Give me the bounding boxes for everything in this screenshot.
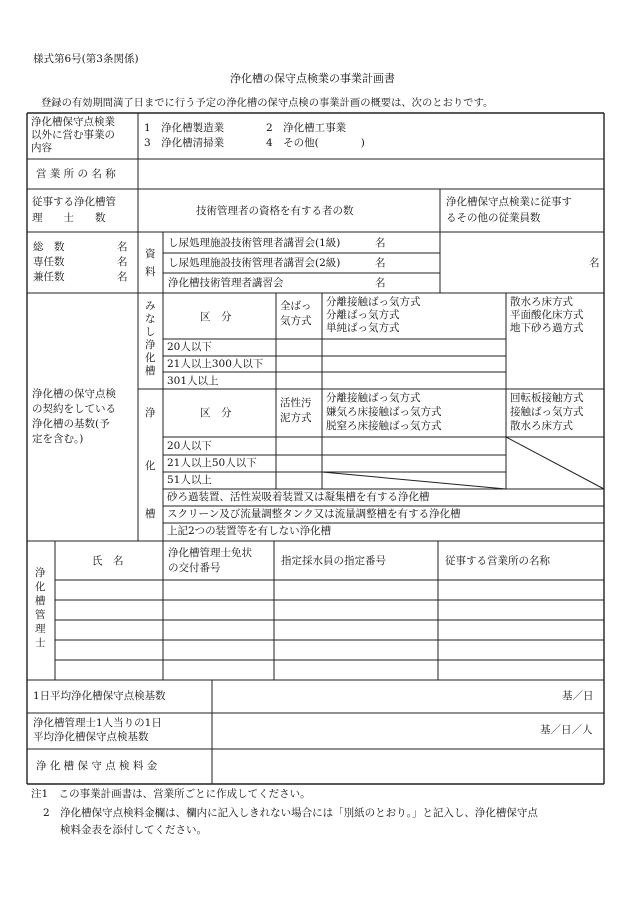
minashi-kubun: 区 分 [200, 311, 232, 323]
minashi-method-2: 分離ばっ気方式 [326, 309, 400, 321]
jokaso-method-r-3: 散水ろ床方式 [510, 420, 573, 432]
per-person-label-2: 平均浄化槽保守点検基数 [33, 731, 149, 743]
minashi-size-3: 301人以上 [167, 375, 219, 387]
other-staff-unit: 名 [589, 257, 600, 269]
total-label: 総 数 [33, 241, 65, 253]
manager-v-3: 槽 [35, 595, 46, 607]
jokaso-size-1: 20人以下 [167, 440, 212, 452]
minashi-size-1: 20人以下 [167, 341, 212, 353]
jokaso-v-3: 槽 [145, 508, 156, 520]
minashi-method-r-1: 散水ろ床方式 [510, 296, 573, 308]
note-1: 注1 この事業計画書は、営業所ごとに作成してください。 [31, 788, 311, 800]
manager-v-4: 管 [35, 609, 46, 621]
special-2: スクリーン及び流量調整タンク又は流量調整槽を有する浄化槽 [167, 508, 461, 520]
jokaso-v-2: 化 [145, 460, 156, 472]
jokaso-method-r-2: 接触ばっ気方式 [510, 406, 584, 418]
col-sampler: 指定採水員の指定番号 [281, 555, 386, 567]
manager-v-2: 化 [35, 581, 46, 593]
jokaso-method-3: 脱窒ろ床接触ばっ気方式 [326, 420, 442, 432]
minashi-v-2: な [145, 313, 156, 325]
kassei-2: 泥方式 [280, 412, 312, 424]
unit-total: 名 [117, 241, 128, 253]
qual-label-1: 資 [145, 248, 156, 260]
fulltime-label: 専任数 [33, 256, 65, 268]
contracts-label-3: 浄化槽の基数(予 [32, 418, 110, 430]
office-name-label: 営 業 所 の 名 称 [36, 168, 116, 180]
inspector-label-1: 従事する浄化槽管 [32, 196, 116, 208]
manager-v-5: 理 [35, 623, 46, 635]
minashi-v-1: み [145, 300, 156, 312]
contracts-label-1: 浄化槽の保守点検 [32, 388, 116, 400]
col-name: 氏 名 [92, 555, 124, 567]
fee-label: 浄 化 槽 保 守 点 検 料 金 [36, 760, 158, 772]
contracts-label-4: 定を含む。) [32, 433, 84, 445]
zenbakki-1: 全ばっ [280, 300, 312, 312]
daily-unit: 基／日 [562, 690, 594, 702]
minashi-v-4: 浄 [145, 339, 156, 351]
option-3: 3 浄化槽清掃業 [144, 137, 225, 149]
option-2: 2 浄化槽工事業 [266, 122, 347, 134]
tech-manager-label: 技術管理者の資格を有する者の数 [196, 205, 354, 217]
minashi-method-3: 単純ばっ気方式 [326, 322, 400, 334]
jokaso-method-r-1: 回転板接触方式 [510, 392, 584, 404]
jokaso-v-1: 浄 [145, 407, 156, 419]
note-2: 2 浄化槽保守点検料金欄は、欄内に記入しきれない場合には「別紙のとおり。」と記入し、浄化槽保守点 [43, 807, 538, 819]
minashi-method-1: 分離接触ばっ気方式 [326, 296, 421, 308]
qual-2: し尿処理施設技術管理者講習会(2級) [168, 257, 341, 269]
qual-unit-1: 名 [375, 237, 386, 249]
daily-label: 1日平均浄化槽保守点検基数 [33, 690, 166, 702]
minashi-size-2: 21人以上300人以下 [167, 358, 264, 370]
special-3: 上記2つの装置等を有しない浄化槽 [167, 525, 332, 537]
inspector-label-2: 理 士 数 [32, 212, 106, 224]
intro-text: 登録の有効期間満了日までに行う予定の浄化槽の保守点検の事業計画の概要は、次のとおりです。 [41, 97, 494, 109]
qual-unit-3: 名 [375, 277, 386, 289]
minashi-method-r-3: 地下砂ろ過方式 [510, 322, 584, 334]
jokaso-method-1: 分離接触ばっ気方式 [326, 392, 421, 404]
kassei-1: 活性汚 [280, 397, 312, 409]
option-4: 4 その他( ) [266, 137, 365, 149]
jokaso-size-3: 51人以上 [167, 474, 212, 486]
col-license-2: の交付番号 [168, 562, 221, 574]
other-business-label-3: 内容 [31, 142, 52, 154]
jokaso-kubun: 区 分 [200, 407, 232, 419]
option-1: 1 浄化槽製造業 [144, 122, 225, 134]
qual-1: し尿処理施設技術管理者講習会(1級) [168, 237, 341, 249]
other-staff-label-2: るその他の従業員数 [446, 212, 541, 224]
unit-parttime: 名 [117, 271, 128, 283]
other-business-label-2: 以外に営む事業の [31, 129, 115, 141]
jokaso-method-2: 嫌気ろ床接触ばっ気方式 [326, 406, 442, 418]
zenbakki-2: 気方式 [280, 315, 312, 327]
form-number: 様式第6号(第3条関係) [33, 53, 139, 65]
minashi-v-5: 化 [145, 352, 156, 364]
other-staff-label-1: 浄化槽保守点検業に従事す [446, 196, 572, 208]
manager-v-1: 浄 [35, 567, 46, 579]
page-title: 浄化槽の保守点検業の事業計画書 [230, 72, 395, 85]
per-person-label-1: 浄化槽管理士1人当りの1日 [33, 717, 162, 729]
qual-unit-2: 名 [375, 257, 386, 269]
per-person-unit: 基／日／人 [540, 724, 593, 736]
qual-3: 浄化槽技術管理者講習会 [168, 277, 284, 289]
jokaso-size-2: 21人以上50人以下 [167, 457, 257, 469]
contracts-label-2: の契約をしている [32, 403, 116, 415]
other-business-label-1: 浄化槽保守点検業 [31, 116, 115, 128]
col-license-1: 浄化槽管理士免状 [168, 547, 252, 559]
minashi-v-6: 槽 [145, 365, 156, 377]
minashi-v-3: し [145, 326, 156, 338]
note-3: 検料金表を添付してください。 [60, 824, 207, 836]
col-office: 従事する営業所の名称 [445, 555, 550, 567]
qual-label-2: 料 [145, 266, 156, 278]
unit-fulltime: 名 [117, 256, 128, 268]
parttime-label: 兼任数 [33, 271, 65, 283]
manager-v-6: 士 [35, 637, 46, 649]
special-1: 砂ろ過装置、活性炭吸着装置又は凝集槽を有する浄化槽 [167, 491, 430, 503]
minashi-method-r-2: 平面酸化床方式 [510, 309, 584, 321]
